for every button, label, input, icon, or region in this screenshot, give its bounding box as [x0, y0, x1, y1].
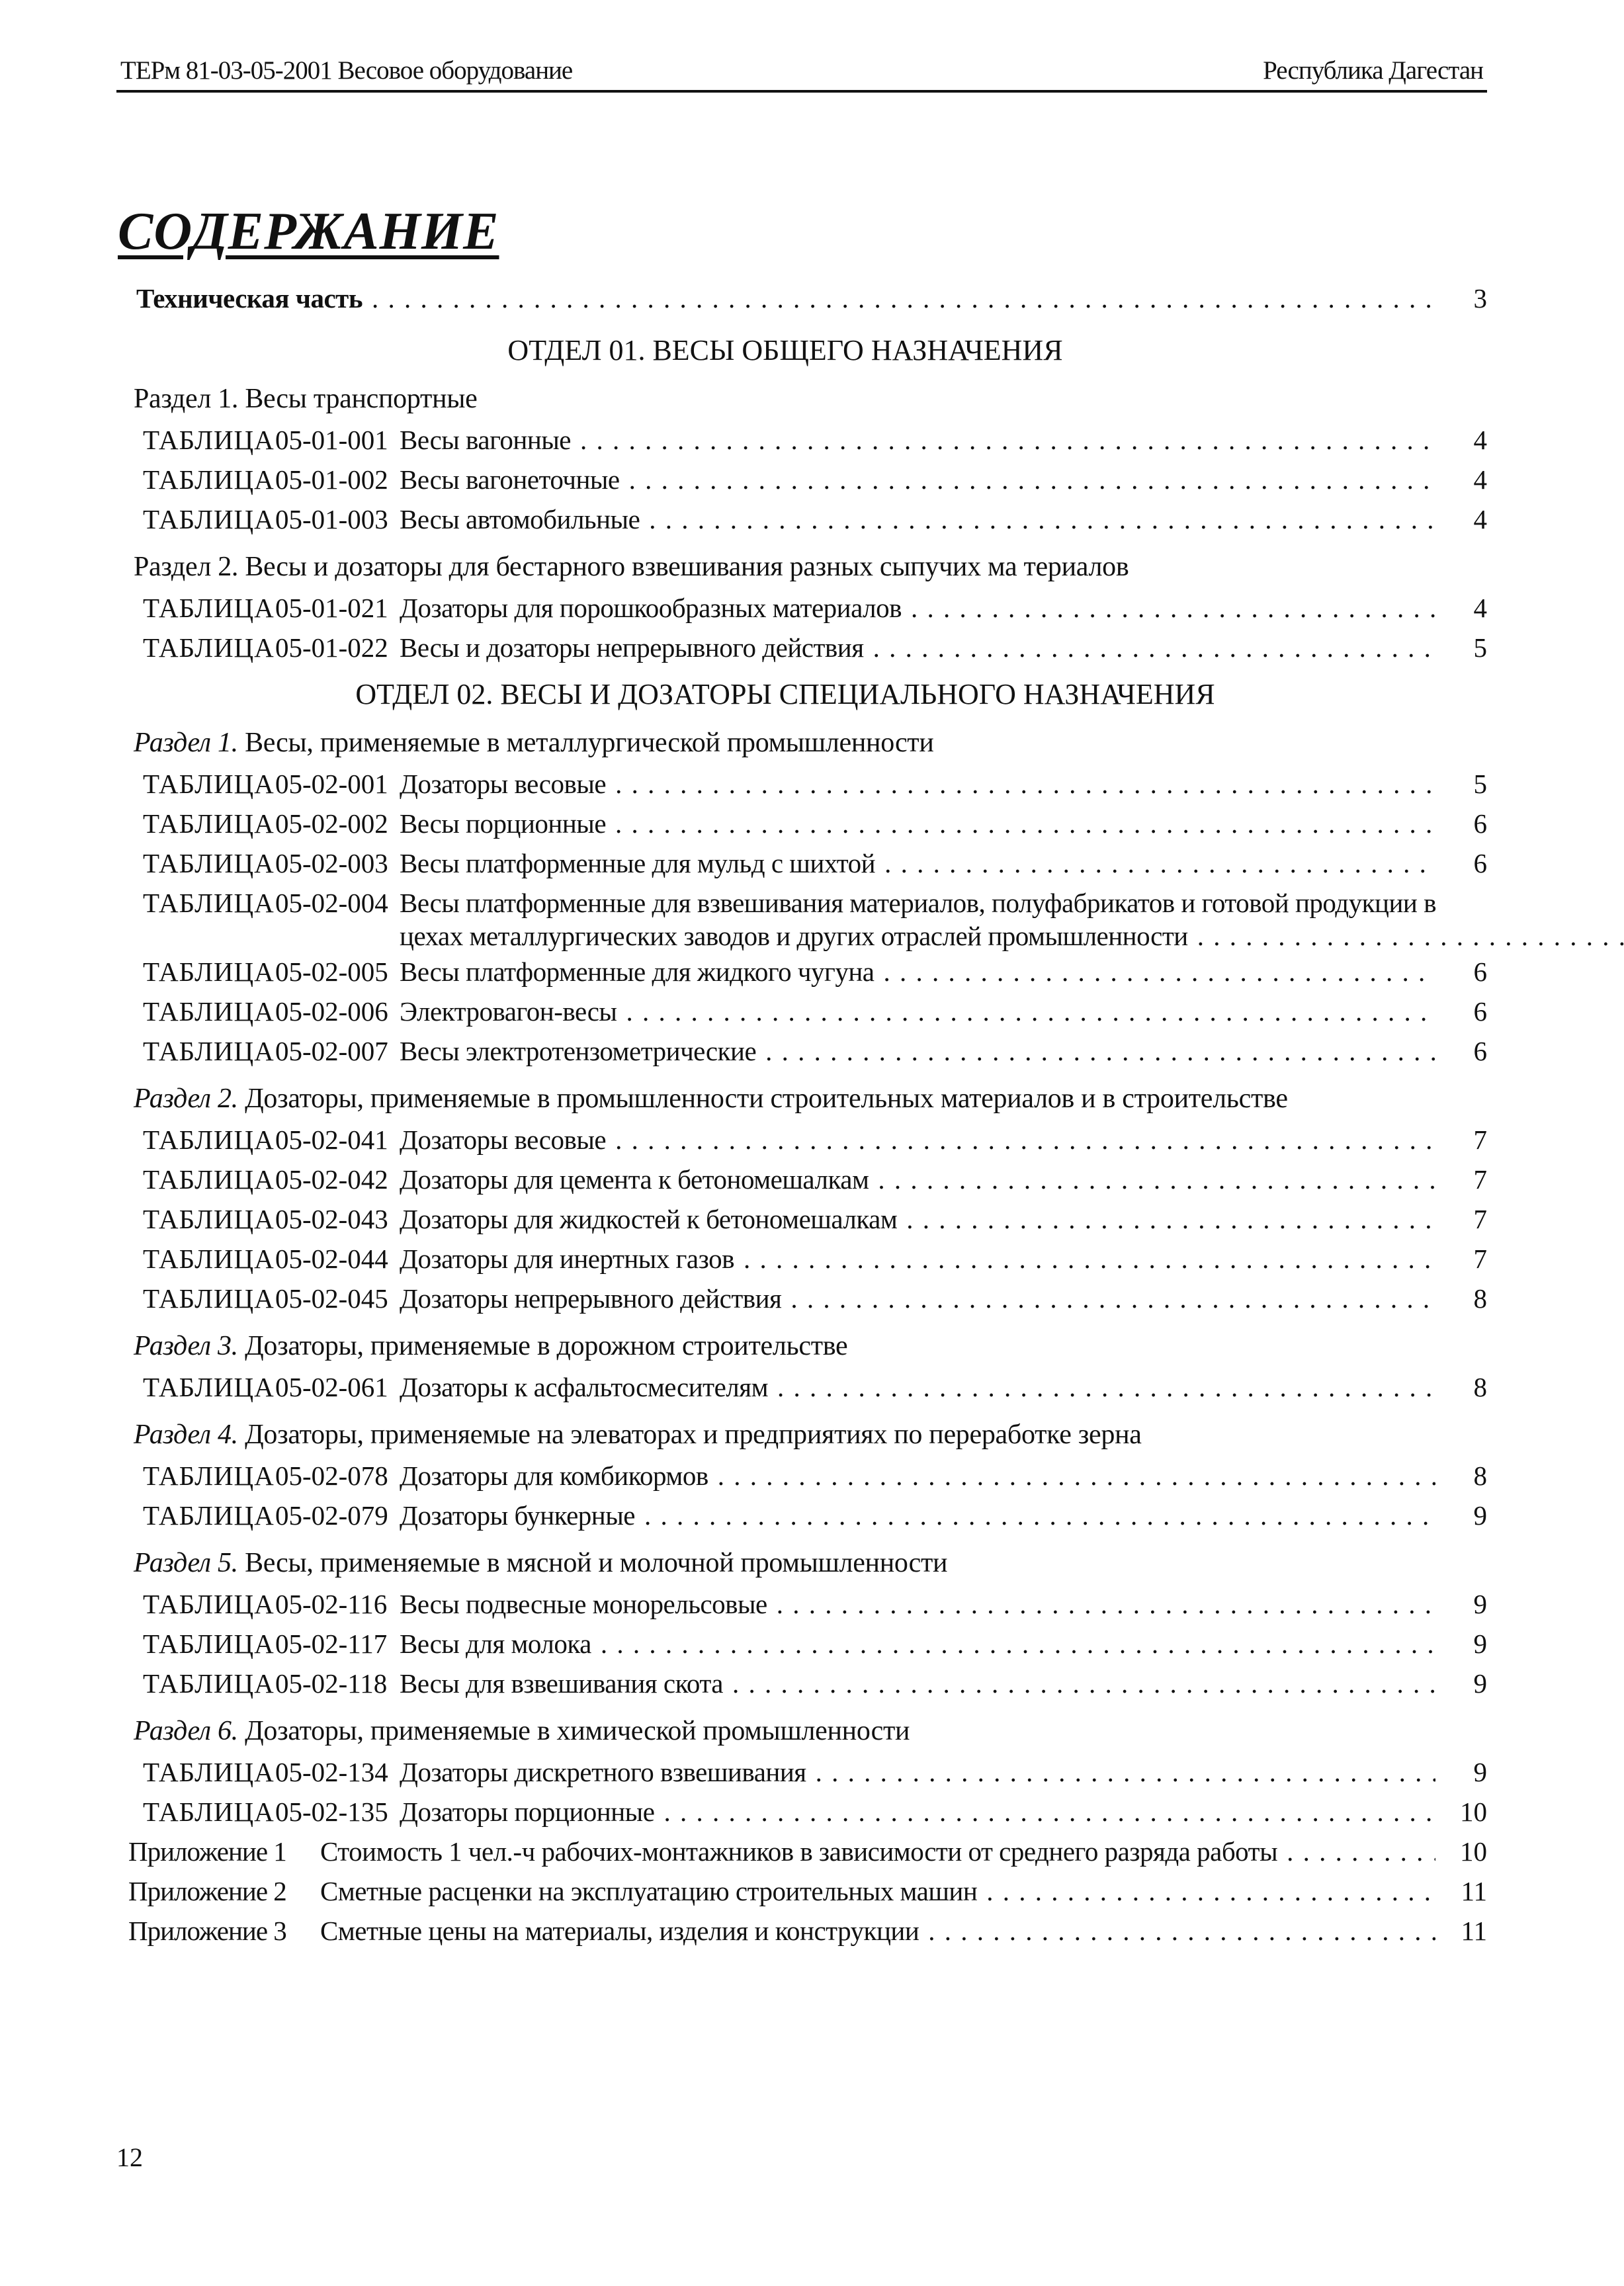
- dot-leader: [765, 1035, 1435, 1068]
- toc-appendix-entry[interactable]: [123, 1835, 1487, 1875]
- dot-leader: [873, 631, 1435, 664]
- toc-entry[interactable]: [123, 1499, 1487, 1539]
- entry-label: Дозаторы бункерные: [400, 1500, 635, 1531]
- dot-leader: [615, 807, 1435, 840]
- dot-leader: [878, 1163, 1435, 1196]
- entry-kind: ТАБЛИЦА: [143, 769, 275, 799]
- section-title: Весы и дозаторы для бестарного взвешивания разных сыпучих ма териалов: [245, 552, 1129, 582]
- entry-label: Весы подвесные монорельсовые: [400, 1589, 767, 1619]
- toc-entry[interactable]: [123, 1667, 1487, 1707]
- entry-label-continuation: цехах металлургических заводов и других отраслей промышленности: [400, 921, 1188, 951]
- entry-code: 05-02-135: [275, 1797, 388, 1827]
- toc-entry[interactable]: [123, 886, 1487, 952]
- entry-code: 05-01-003: [275, 504, 388, 534]
- entry-code: 05-02-061: [275, 1372, 388, 1402]
- dot-leader: [615, 1123, 1435, 1156]
- entry-page: 9: [1473, 1589, 1487, 1619]
- section-heading: [123, 1322, 1487, 1371]
- section-title: Дозаторы, применяемые на элеваторах и предприятиях по переработке зерна: [245, 1419, 1142, 1450]
- entry-kind: ТАБЛИЦА: [143, 593, 275, 623]
- toc-entry[interactable]: [123, 1795, 1487, 1835]
- toc-entry[interactable]: [123, 423, 1487, 463]
- entry-code: 05-02-004: [275, 888, 388, 918]
- entry-kind: ТАБЛИЦА: [143, 1036, 275, 1066]
- entry-label-block: [400, 886, 1624, 952]
- page-number: 12: [116, 2142, 143, 2172]
- entry-page: 8: [1473, 1372, 1487, 1402]
- entry-code: 05-02-002: [275, 808, 388, 839]
- entry-label: Весы электротензометрические: [400, 1036, 757, 1066]
- entry-page: 5: [1473, 769, 1487, 799]
- department-heading: ОТДЕЛ 01. ВЕСЫ ОБЩЕГО НАЗНАЧЕНИЯ: [507, 334, 1063, 366]
- dot-leader: [911, 591, 1435, 624]
- section-title: Весы, применяемые в металлургической промышленности: [245, 728, 934, 758]
- dot-leader: [777, 1588, 1435, 1621]
- toc-entry[interactable]: [123, 807, 1487, 847]
- dot-leader: [906, 1203, 1435, 1236]
- entry-code: 05-01-002: [275, 464, 388, 495]
- section-prefix: Раздел 1.: [134, 728, 238, 758]
- dot-leader: [649, 503, 1435, 536]
- entry-label: Весы автомобильные: [400, 504, 640, 534]
- toc-entry[interactable]: [123, 503, 1487, 542]
- entry-page: 10: [1460, 1797, 1487, 1827]
- entry-kind: ТАБЛИЦА: [143, 1164, 275, 1195]
- entry-label: Электровагон-весы: [400, 996, 617, 1027]
- dot-leader: [928, 1914, 1435, 1947]
- entry-page: 9: [1473, 1500, 1487, 1531]
- appendix-kind: Приложение 3: [128, 1916, 286, 1946]
- entry-kind: ТАБЛИЦА: [143, 1797, 275, 1827]
- toc-entry[interactable]: [123, 1035, 1487, 1074]
- dot-leader: [791, 1282, 1435, 1315]
- dot-leader: [884, 847, 1435, 880]
- entry-page: 9: [1473, 1757, 1487, 1787]
- dot-leader: [629, 463, 1435, 496]
- entry-label: Дозаторы весовые: [400, 769, 607, 799]
- section-prefix: Раздел 3.: [134, 1331, 238, 1361]
- toc-entry[interactable]: [123, 767, 1487, 807]
- entry-page: 7: [1473, 1164, 1487, 1195]
- toc-entry[interactable]: [123, 1459, 1487, 1499]
- entry-code: 05-02-003: [275, 848, 388, 878]
- entry-label: Дозаторы для комбикормов: [400, 1460, 708, 1491]
- toc-entry[interactable]: [123, 1203, 1487, 1242]
- entry-code: 05-02-005: [275, 956, 388, 987]
- entry-kind: ТАБЛИЦА: [143, 1124, 275, 1155]
- toc-entry[interactable]: [123, 1282, 1487, 1322]
- dot-leader: [663, 1795, 1435, 1828]
- appendix-page: 11: [1461, 1876, 1487, 1906]
- entry-label-continuation-line: [400, 919, 1624, 952]
- entry-code: 05-02-044: [275, 1244, 388, 1274]
- toc-appendix-entry[interactable]: [123, 1914, 1487, 1954]
- entry-kind: ТАБЛИЦА: [143, 848, 275, 878]
- entry-code: 05-02-134: [275, 1757, 388, 1787]
- toc-entry[interactable]: [123, 1163, 1487, 1203]
- entry-label: Дозаторы для цемента к бетономешалкам: [400, 1164, 869, 1195]
- section-title: Весы транспортные: [245, 384, 478, 414]
- entry-kind: ТАБЛИЦА: [143, 1629, 275, 1659]
- entry-label: Весы вагонные: [400, 425, 571, 455]
- entry-kind: ТАБЛИЦА: [143, 1372, 275, 1402]
- section-prefix: Раздел 1.: [134, 384, 239, 414]
- toc-entry[interactable]: [123, 955, 1487, 995]
- dot-leader: [615, 767, 1435, 800]
- section-heading: [123, 1707, 1487, 1756]
- entry-page: 6: [1473, 1036, 1487, 1066]
- entry-page: 4: [1473, 593, 1487, 623]
- entry-kind: ТАБЛИЦА: [143, 632, 275, 663]
- toc-entry-technical-part[interactable]: [136, 282, 1487, 321]
- toc-entry[interactable]: [123, 847, 1487, 886]
- section-heading: [123, 542, 1487, 591]
- toc-entry[interactable]: [123, 1242, 1487, 1282]
- header-document-code: ТЕРм 81-03-05-2001 Весовое оборудование: [120, 56, 573, 85]
- entry-label: Весы и дозаторы непрерывного действия: [400, 632, 864, 663]
- dot-leader: [986, 1875, 1435, 1908]
- toc-entry[interactable]: [123, 591, 1487, 631]
- entry-page: 7: [1473, 1124, 1487, 1155]
- entry-label: Весы платформенные для взвешивания материалов, полуфабрикатов и готовой продукции в: [400, 888, 1436, 918]
- entry-kind: ТАБЛИЦА: [143, 888, 275, 918]
- entry-label: Дозаторы для инертных газов: [400, 1244, 734, 1274]
- section-heading: [123, 1410, 1487, 1459]
- entry-label: Дозаторы для порошкообразных материалов: [400, 593, 902, 623]
- entry-kind: ТАБЛИЦА: [143, 464, 275, 495]
- entry-kind: ТАБЛИЦА: [143, 1668, 275, 1699]
- section-prefix: Раздел 2.: [134, 1083, 238, 1114]
- toc-entry[interactable]: [123, 1371, 1487, 1410]
- entry-label: Весы платформенные для мульд с шихтой: [400, 848, 876, 878]
- toc-entry[interactable]: [123, 463, 1487, 503]
- entry-kind: ТАБЛИЦА: [143, 1460, 275, 1491]
- entry-page: 6: [1473, 956, 1487, 987]
- toc-entry[interactable]: [123, 995, 1487, 1035]
- appendix-kind: Приложение 1: [128, 1836, 286, 1867]
- dot-leader: [601, 1627, 1435, 1660]
- dot-leader: [718, 1459, 1435, 1492]
- appendix-page: 10: [1460, 1836, 1487, 1867]
- toc-entry[interactable]: [123, 1627, 1487, 1667]
- entry-label: Весы вагонеточные: [400, 464, 620, 495]
- entry-kind: ТАБЛИЦА: [143, 808, 275, 839]
- entry-kind: ТАБЛИЦА: [143, 1589, 275, 1619]
- appendix-kind: Приложение 2: [128, 1876, 286, 1906]
- entry-page: 4: [1473, 425, 1487, 455]
- entry-label: Весы для молока: [400, 1629, 591, 1659]
- entry-label: Дозаторы весовые: [400, 1124, 607, 1155]
- toc-entry[interactable]: [123, 631, 1487, 671]
- page-title: СОДЕРЖАНИЕ: [118, 202, 499, 261]
- entry-page: 6: [1473, 808, 1487, 839]
- dot-leader: [1197, 919, 1624, 952]
- entry-kind: ТАБЛИЦА: [143, 1283, 275, 1314]
- entry-page: 6: [1473, 848, 1487, 878]
- dot-leader: [816, 1756, 1435, 1789]
- entry-code: 05-01-022: [275, 632, 388, 663]
- dot-leader: [732, 1667, 1435, 1700]
- entry-page: 7: [1473, 1244, 1487, 1274]
- entry-code: 05-02-006: [275, 996, 388, 1027]
- dot-leader: [744, 1242, 1435, 1275]
- entry-code: 05-02-007: [275, 1036, 388, 1066]
- entry-label: Дозаторы порционные: [400, 1797, 655, 1827]
- section-title: Дозаторы, применяемые в химической промышленности: [245, 1716, 910, 1746]
- section-heading: [123, 1539, 1487, 1588]
- appendix-page: 11: [1461, 1916, 1487, 1946]
- dot-leader: [626, 995, 1435, 1028]
- entry-label: Дозаторы дискретного взвешивания: [400, 1757, 806, 1787]
- section-title: Дозаторы, применяемые в промышленности строительных материалов и в строительстве: [245, 1083, 1288, 1114]
- section-heading: [123, 718, 1487, 767]
- section-title: Весы, применяемые в мясной и молочной промышленности: [245, 1548, 948, 1578]
- toc-entry[interactable]: [123, 1756, 1487, 1795]
- entry-label: Дозаторы непрерывного действия: [400, 1283, 782, 1314]
- entry-page: 6: [1473, 996, 1487, 1027]
- toc-entry[interactable]: [123, 1588, 1487, 1627]
- entry-label: Дозаторы к асфальтосмесителям: [400, 1372, 769, 1402]
- header-region: Республика Дагестан: [1263, 56, 1483, 85]
- appendix-label: Сметные цены на материалы, изделия и конструкции: [320, 1916, 919, 1946]
- entry-kind: ТАБЛИЦА: [143, 996, 275, 1027]
- dot-leader: [777, 1371, 1435, 1404]
- entry-code: 05-02-001: [275, 769, 388, 799]
- dot-leader: [372, 282, 1435, 315]
- entry-code: 05-02-041: [275, 1124, 388, 1155]
- appendix-label: Стоимость 1 чел.-ч рабочих-монтажников в зависимости от среднего разряда работы: [320, 1836, 1278, 1867]
- entry-code: 05-02-117: [275, 1629, 388, 1659]
- table-of-contents: [123, 282, 1487, 1954]
- entry-code: 05-02-079: [275, 1500, 388, 1531]
- toc-entry-page: 3: [1473, 283, 1487, 314]
- entry-page: 5: [1473, 632, 1487, 663]
- dot-leader: [580, 423, 1435, 456]
- entry-label: Весы платформенные для жидкого чугуна: [400, 956, 875, 987]
- entry-label: Весы для взвешивания скота: [400, 1668, 723, 1699]
- dot-leader: [884, 955, 1436, 988]
- entry-page: 8: [1473, 1283, 1487, 1314]
- entry-page: 4: [1473, 464, 1487, 495]
- section-prefix: Раздел 6.: [134, 1716, 238, 1746]
- entry-code: 05-01-001: [275, 425, 388, 455]
- entry-kind: ТАБЛИЦА: [143, 956, 275, 987]
- entry-page: 4: [1473, 504, 1487, 534]
- entry-code: 05-02-116: [275, 1589, 388, 1619]
- toc-entry[interactable]: [123, 1123, 1487, 1163]
- entry-kind: ТАБЛИЦА: [143, 504, 275, 534]
- entry-code: 05-01-021: [275, 593, 388, 623]
- entry-kind: ТАБЛИЦА: [143, 1204, 275, 1234]
- entry-code: 05-02-042: [275, 1164, 388, 1195]
- entry-code: 05-02-045: [275, 1283, 388, 1314]
- appendix-label: Сметные расценки на эксплуатацию строительных машин: [320, 1876, 978, 1906]
- entry-kind: ТАБЛИЦА: [143, 425, 275, 455]
- toc-appendix-entry[interactable]: [123, 1875, 1487, 1914]
- section-heading: [123, 374, 1487, 423]
- entry-kind: ТАБЛИЦА: [143, 1757, 275, 1787]
- entry-page: 9: [1473, 1668, 1487, 1699]
- entry-page: 9: [1473, 1629, 1487, 1659]
- dot-leader: [644, 1499, 1435, 1532]
- entry-label: Дозаторы для жидкостей к бетономешалкам: [400, 1204, 898, 1234]
- entry-code: 05-02-043: [275, 1204, 388, 1234]
- entry-kind: ТАБЛИЦА: [143, 1500, 275, 1531]
- section-prefix: Раздел 2.: [134, 552, 239, 582]
- section-title: Дозаторы, применяемые в дорожном строительстве: [245, 1331, 848, 1361]
- entry-page: 7: [1473, 1204, 1487, 1234]
- entry-kind: ТАБЛИЦА: [143, 1244, 275, 1274]
- running-header: [116, 48, 1487, 93]
- section-prefix: Раздел 4.: [134, 1419, 238, 1450]
- toc-entry-label: Техническая часть: [136, 283, 363, 314]
- entry-code: 05-02-078: [275, 1460, 388, 1491]
- entry-page: 8: [1473, 1460, 1487, 1491]
- dot-leader: [1287, 1835, 1435, 1868]
- entry-label: Весы порционные: [400, 808, 607, 839]
- section-heading: [123, 1074, 1487, 1123]
- entry-code: 05-02-118: [275, 1668, 388, 1699]
- section-prefix: Раздел 5.: [134, 1548, 238, 1578]
- department-heading: ОТДЕЛ 02. ВЕСЫ И ДОЗАТОРЫ СПЕЦИАЛЬНОГО НАЗНАЧЕНИЯ: [355, 678, 1215, 710]
